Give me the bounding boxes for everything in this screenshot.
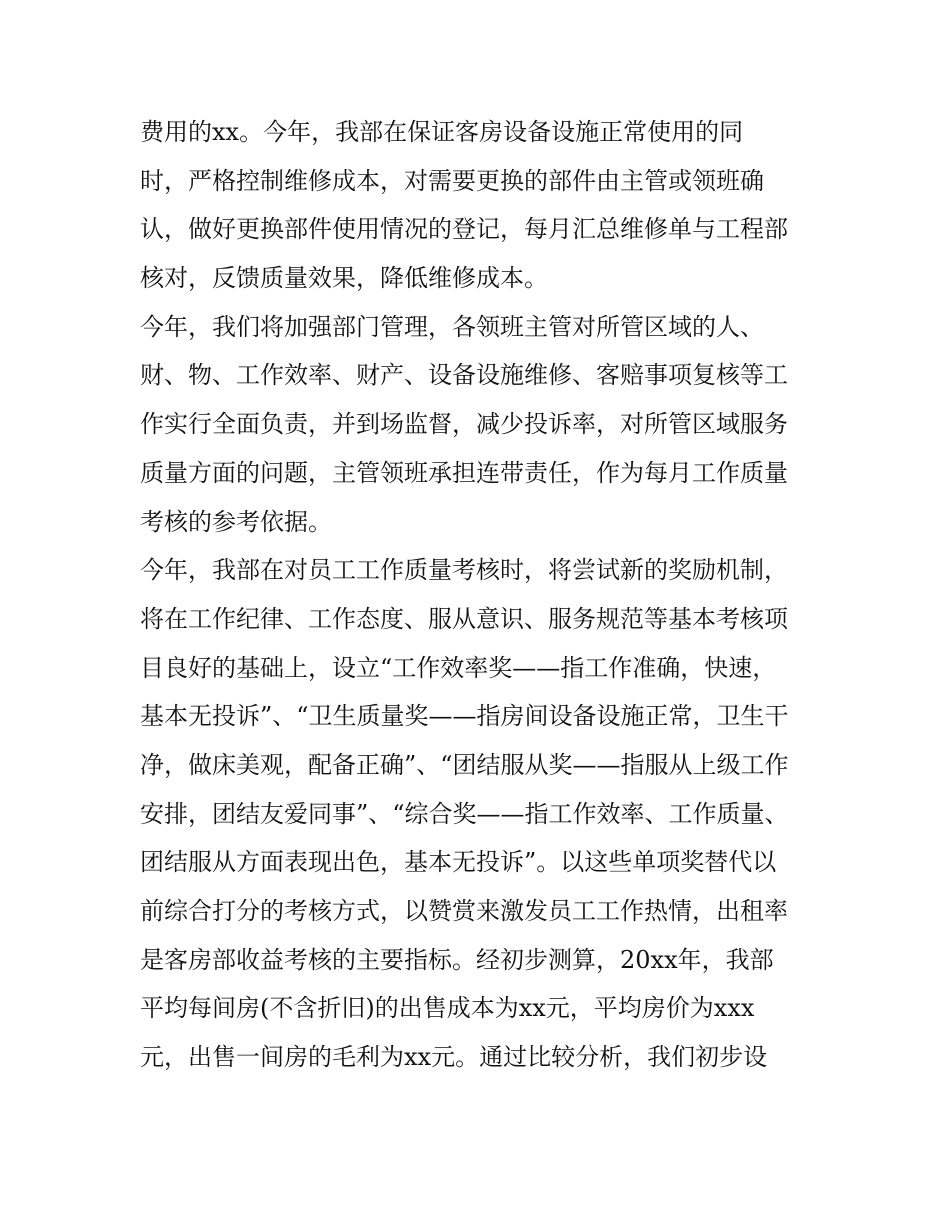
text-line: 核对，反馈质量效果，降低维修成本。: [140, 264, 548, 293]
text-line: 质量方面的问题，主管领班承担连带责任，作为每月工作质量: [140, 458, 788, 487]
text-line: 作实行全面负责，并到场监督，减少投诉率，对所管区域服务: [140, 410, 788, 439]
text-line: 时，严格控制维修成本，对需要更换的部件由主管或领班确: [140, 166, 764, 195]
text-line: 净，做床美观，配备正确”、“团结服从奖——指服从上级工作: [140, 750, 789, 779]
text-line: 前综合打分的考核方式，以赞赏来激发员工工作热情，出租率: [140, 897, 788, 925]
body-text: [140, 108, 830, 1082]
text-line: 团结服从方面表现出色，基本无投诉”。以这些单项奖替代以: [140, 848, 777, 877]
text-line: 今年，我部在对员工工作质量考核时，将尝试新的奖励机制，: [140, 556, 788, 585]
text-line: 元，出售一间房的毛利为xx元。通过比较分析，我们初步设: [140, 1043, 768, 1072]
text-line: 目良好的基础上，设立“工作效率奖——指工作准确，快速，: [140, 653, 777, 682]
text-line: 安排，团结友爱同事”、“综合奖——指工作效率、工作质量、: [140, 799, 789, 828]
text-line: 认，做好更换部件使用情况的登记，每月汇总维修单与工程部: [140, 215, 788, 244]
text-line: 考核的参考依据。: [140, 507, 332, 536]
text-line: 财、物、工作效率、财产、设备设施维修、客赔事项复核等工: [140, 361, 788, 390]
text-line: 基本无投诉”、“卫生质量奖——指房间设备设施正常，卫生干: [140, 702, 789, 731]
text-line: 将在工作纪律、工作态度、服从意识、服务规范等基本考核项: [140, 604, 788, 633]
text-line: 是客房部收益考核的主要指标。经初步测算，20xx年，我部: [140, 945, 774, 974]
text-line: 今年，我们将加强部门管理，各领班主管对所管区域的人、: [140, 312, 764, 341]
text-line: 费用的xx。今年，我部在保证客房设备设施正常使用的同: [140, 118, 744, 146]
text-line: 平均每间房(不含折旧)的出售成本为xx元，平均房价为xxx: [140, 994, 755, 1023]
